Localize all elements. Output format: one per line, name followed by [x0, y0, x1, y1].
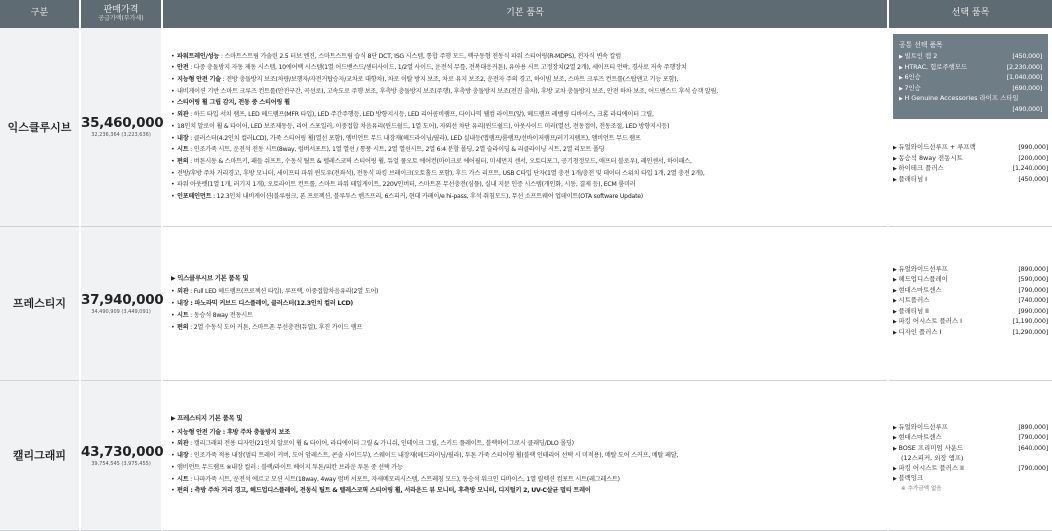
- basic-item: • 시트 : 인조가죽 시트, 운전석 전동 시트(8way, 럼버서포트), 1열 열선 / 통풍 시트, 2열 열선시트, 2열 6:4 분할 폴딩, 2열 슬라이딩 & 리클라이닝 시트, 2열 리모트 폴딩: [171, 144, 881, 156]
- trim-name: 캘리그래피: [0, 380, 80, 530]
- option-item: ▶ 듀얼와이드선루프 + 루프랙 [990,000]: [893, 143, 1048, 154]
- common-option: ▶ 6인승 [1,040,000]: [899, 73, 1042, 84]
- basic-item: • 내장 : 인조가죽 적용 내장(멀티 트레이 커버, 도어 암레스트, 콘솔 사이드부), 스웨이드 내장재(헤드라이닝/필라), 투톤 가죽 스티어링 휠(블랙 인테리어 선택 시 미적용), 메탈 도어 스커프, 메탈 페달,: [171, 450, 881, 462]
- option-list: [893, 143, 1048, 185]
- common-options-box: [893, 34, 1048, 119]
- trim-price: 43,730,000: [81, 443, 164, 460]
- trim-supply-price: 32,236,364 (3,223,636): [91, 132, 151, 139]
- basic-item-cont: • 18인치 알로이 휠 & 타이어, LED 보조제동등, 리어 스포일러, 이중접합 차음유리(윈드쉴드, 1열 도어), 자외선 차단 유리(윈드쉴드), 아웃사이드 미러(열선, 전동접이, 전동조절, LED 방향지시등): [171, 121, 881, 133]
- option-note: ※ 추가금액 없음: [901, 485, 942, 492]
- option-item: ▶ 하이테크 플러스 [1,240,000]: [893, 164, 1048, 175]
- basic-item: • 내장 : 클러스터(4.2인치 컬러LCD), 가죽 스티어링 휠(열선 포함), 엠비언트 무드 내장재(헤드라이닝/필라), LED 실내등(맵램프/룸램프/선바이저램프/러기지램프), 앰비언트 무드 램프: [171, 133, 881, 145]
- basic-item: • 편의 : 버튼시동 & 스마트키, 패들 쉬프트, 수동식 틸트 & 텔레스코픽 스티어링 휠, 듀얼 풀오토 에어컨(마이크로 에어필터, 미세먼지 센서, 오토디포그, 공기청정모드, 애프터 블로우), 레인센서, 하이패스,: [171, 156, 881, 168]
- option-item: ▶ 디자인 플러스 I [1,290,000]: [893, 328, 1048, 339]
- option-item: ▶ 플래티넘 I [450,000]: [893, 175, 1048, 186]
- basic-item: • 파워트레인/성능 : 스마트스트림 가솔린 2.5 터보 엔진, 스마트스트림 습식 8단 DCT, ISG 시스템, 통합 주행 모드, 랙구동형 전동식 파워 스티어링(R-MDPS), 전자식 변속 칼럼: [171, 51, 881, 63]
- basic-item: • 인포테인먼트 : 12.3인치 내비게이션(블루링크, 폰 프로젝션, 블루투스 핸즈프리, 6스피커, 현대 카페이/e hi-pass, 후석 취침모드), 무선 소프트웨어 업데이트(OTA software Update): [171, 191, 881, 203]
- trim-supply-price: 39,754,545 (3,975,455): [91, 460, 151, 467]
- header-price-sub: 공급가액(부가세): [98, 14, 144, 22]
- basic-item-cont: • 내비게이션 기반 스마트 크루즈 컨트롤(안전구간, 곡선로), 고속도로 주행 보조, 후측방 충돌방지 보조(주행), 후측방 충돌방지 보조(전진 출차), 후방 교차 충돌방지 보조, 안전 하차 보조, 어드밴스드 후석 승객 알림,: [171, 86, 881, 98]
- option-list: [893, 423, 1048, 494]
- basic-item: • 지능형 안전 기술 : 전방 충돌방지 보조(차량/보행자/자전거탑승자/교차로 대향차), 차로 이탈 방지 보조, 차로 유지 보조2, 운전자 주의 경고, 하이빔 보조, 스마트 크루즈 컨트롤(스탑앤고 기능 포함),: [171, 74, 881, 86]
- option-items: [888, 226, 1052, 380]
- option-item: ▶ 시트플러스 [740,000]: [893, 296, 1048, 307]
- basic-item: • 지능형 안전 기술 : 후방 주차 충돌방지 보조: [171, 427, 881, 439]
- header-basic: 기본 품목: [162, 0, 888, 28]
- trim-supply-price: 34,490,909 (3,449,091): [91, 308, 151, 315]
- header-price-label: 판매가격: [103, 5, 139, 16]
- option-list: [893, 265, 1048, 339]
- basic-items: [162, 28, 888, 226]
- option-item: ▶ 헤드업디스플레이 [590,000]: [893, 275, 1048, 286]
- basic-item: • 외관 : 캘리그래피 전용 디자인(21인치 알로이 휠 & 타이어, 라디에이터 그릴 & 가니쉬, 인테이크 그릴, 스키드 플레이트, 블랙하이그로시 클래딩/DLO 몰딩): [171, 438, 881, 450]
- option-item: ▶ 동승석 8way 전동시트 [200,000]: [893, 154, 1048, 165]
- basic-item-cont: • 파워 아웃렛(1열 1개, 러기지 1개), 오토라이트 컨트롤, 스마트 파워 테일게이트, 220V인버터, 스마트폰 무선충전(심플), 실내 지문 인증 시스템(개인화, 시동, 결제 등), ECM 룸미러: [171, 179, 881, 191]
- trim-row-calligraphy: [0, 380, 1052, 530]
- trim-price-cell: [80, 226, 162, 380]
- option-items: [888, 28, 1052, 226]
- trim-row-exclusive: [0, 28, 1052, 226]
- trim-name: 프레스티지: [0, 226, 80, 380]
- option-item: ▶ BOSE 프리미엄 사운드 [640,000]: [893, 444, 1048, 455]
- option-item: ▶ 블랙잉크: [893, 474, 1048, 485]
- trim-price-cell: [80, 380, 162, 530]
- trim-row-prestige: [0, 226, 1052, 380]
- basic-lead: ▶ 익스클루시브 기본 품목 및: [171, 273, 881, 285]
- basic-items: [162, 226, 888, 380]
- basic-item: • 외관 : Full LED 헤드램프(프로젝션 타입), 루프랙, 이중접합차음유리(2열 도어): [171, 286, 881, 298]
- option-items: [888, 380, 1052, 530]
- basic-item-cont: • 스티어링 휠 그립 감지, 전동 중 스티어링 휠: [171, 97, 881, 109]
- basic-item: • 편의 : 2열 수동식 도어 커튼, 스마트폰 무선충전(듀얼), 후진 가이드 램프: [171, 322, 881, 334]
- option-item: ▶ 듀얼와이드선루프 [890,000]: [893, 423, 1048, 434]
- common-option: ▶ 빌트인 캠 2 [450,000]: [899, 52, 1042, 63]
- basic-item: • 내장 : 파노라믹 커브드 디스플레이, 클러스터(12.3인치 컬러 LCD): [171, 298, 881, 310]
- basic-item: • 편의 : 측방 주차 거리 경고, 헤드업디스플레이, 전동식 틸트 & 텔레스코픽 스티어링 휠, 서라운드 뷰 모니터, 후측방 모니터, 디지털키 2, UV-C살균 멀티 트레이: [171, 485, 881, 497]
- common-options-title: 공통 선택 품목: [899, 41, 943, 49]
- option-item: ▶ 듀얼와이드선루프 [890,000]: [893, 265, 1048, 276]
- common-option: ▶ H Genuine Accessories 라이프 스타일: [899, 94, 1042, 105]
- option-item: ▶ 파킹 어시스트 플러스 II [790,000]: [893, 464, 1048, 475]
- common-option: ▶ HTRAC, 험로주행모드 [2,230,000]: [899, 63, 1042, 74]
- option-item: ▶ 파킹 어시스트 플러스 I [1,190,000]: [893, 317, 1048, 328]
- option-item: ▶ 현대스마트센스 [790,000]: [893, 433, 1048, 444]
- trim-price: 35,460,000: [81, 115, 164, 132]
- basic-item: • 시트 : 나파가죽 시트, 운전석 에르고 모션 시트(18way, 4way 럼버 서포트, 자세메모리시스템, 스트레칭 모드), 동승석 워크인 디바이스, 1열 릴렉션 컴포트 시트(레그레스트): [171, 474, 881, 486]
- common-option: ▶ 7인승 [690,000]: [899, 84, 1042, 95]
- trim-price: 37,940,000: [81, 291, 164, 308]
- basic-item: • 외관 : 하드 타입 서치 램프, LED 헤드램프(MFR 타입), LED 주간주행등, LED 방향지시등, LED 리어콤비램프, 다이나믹 웰컴 라이트(앞), 헤드램프 레벨링 디바이스, 크롬 라디에이터 그릴,: [171, 109, 881, 121]
- option-item-cont: (12스피커, 외장 앰프): [901, 454, 964, 462]
- option-item: ▶ 플래티넘 II [990,000]: [893, 307, 1048, 318]
- header-price: [80, 0, 162, 28]
- trim-price-cell: [80, 28, 162, 226]
- trim-name: 익스클루시브: [0, 28, 80, 226]
- basic-item-cont: • 전방/후방 주차 거리경고, 후방 모니터, 세이프티 파워 윈도우(전좌석), 전동식 파킹 브레이크(오토홀드 포함), 후드 가스 리프트, USB C타입 단자(1열 충전 1개/충전 및 데이터 스위치 타입 1개, 2열 충전 2개),: [171, 168, 881, 180]
- option-item: ▶ 현대스마트센스 [790,000]: [893, 286, 1048, 297]
- basic-item: • 시트 : 동승석 8way 전동시트: [171, 310, 881, 322]
- common-option-price: [490,000]: [1012, 104, 1042, 113]
- basic-lead: ▶ 프레스티지 기본 품목 및: [171, 413, 881, 425]
- header-row: [0, 0, 1052, 28]
- header-trim: 구분: [0, 0, 80, 28]
- basic-item: • 안전 : 다중 충돌방지 자동 제동 시스템, 10에어백 시스템(1열 어드밴스드/센터사이드, 1/2열 사이드, 운전석 무릎, 전복대응커튼), 유아용 시트 고정장치(2열 2개), 세이프티 언락, 경사로 저속 주행장치: [171, 62, 881, 74]
- basic-items: [162, 380, 888, 530]
- header-options: 선택 품목: [888, 0, 1052, 28]
- basic-item-cont: • 앰비언트 무드램프 ※내장 컬러 : 블랙/라이트 베이지 투톤/피칸 브라운 투톤 중 선택 가능: [171, 462, 881, 474]
